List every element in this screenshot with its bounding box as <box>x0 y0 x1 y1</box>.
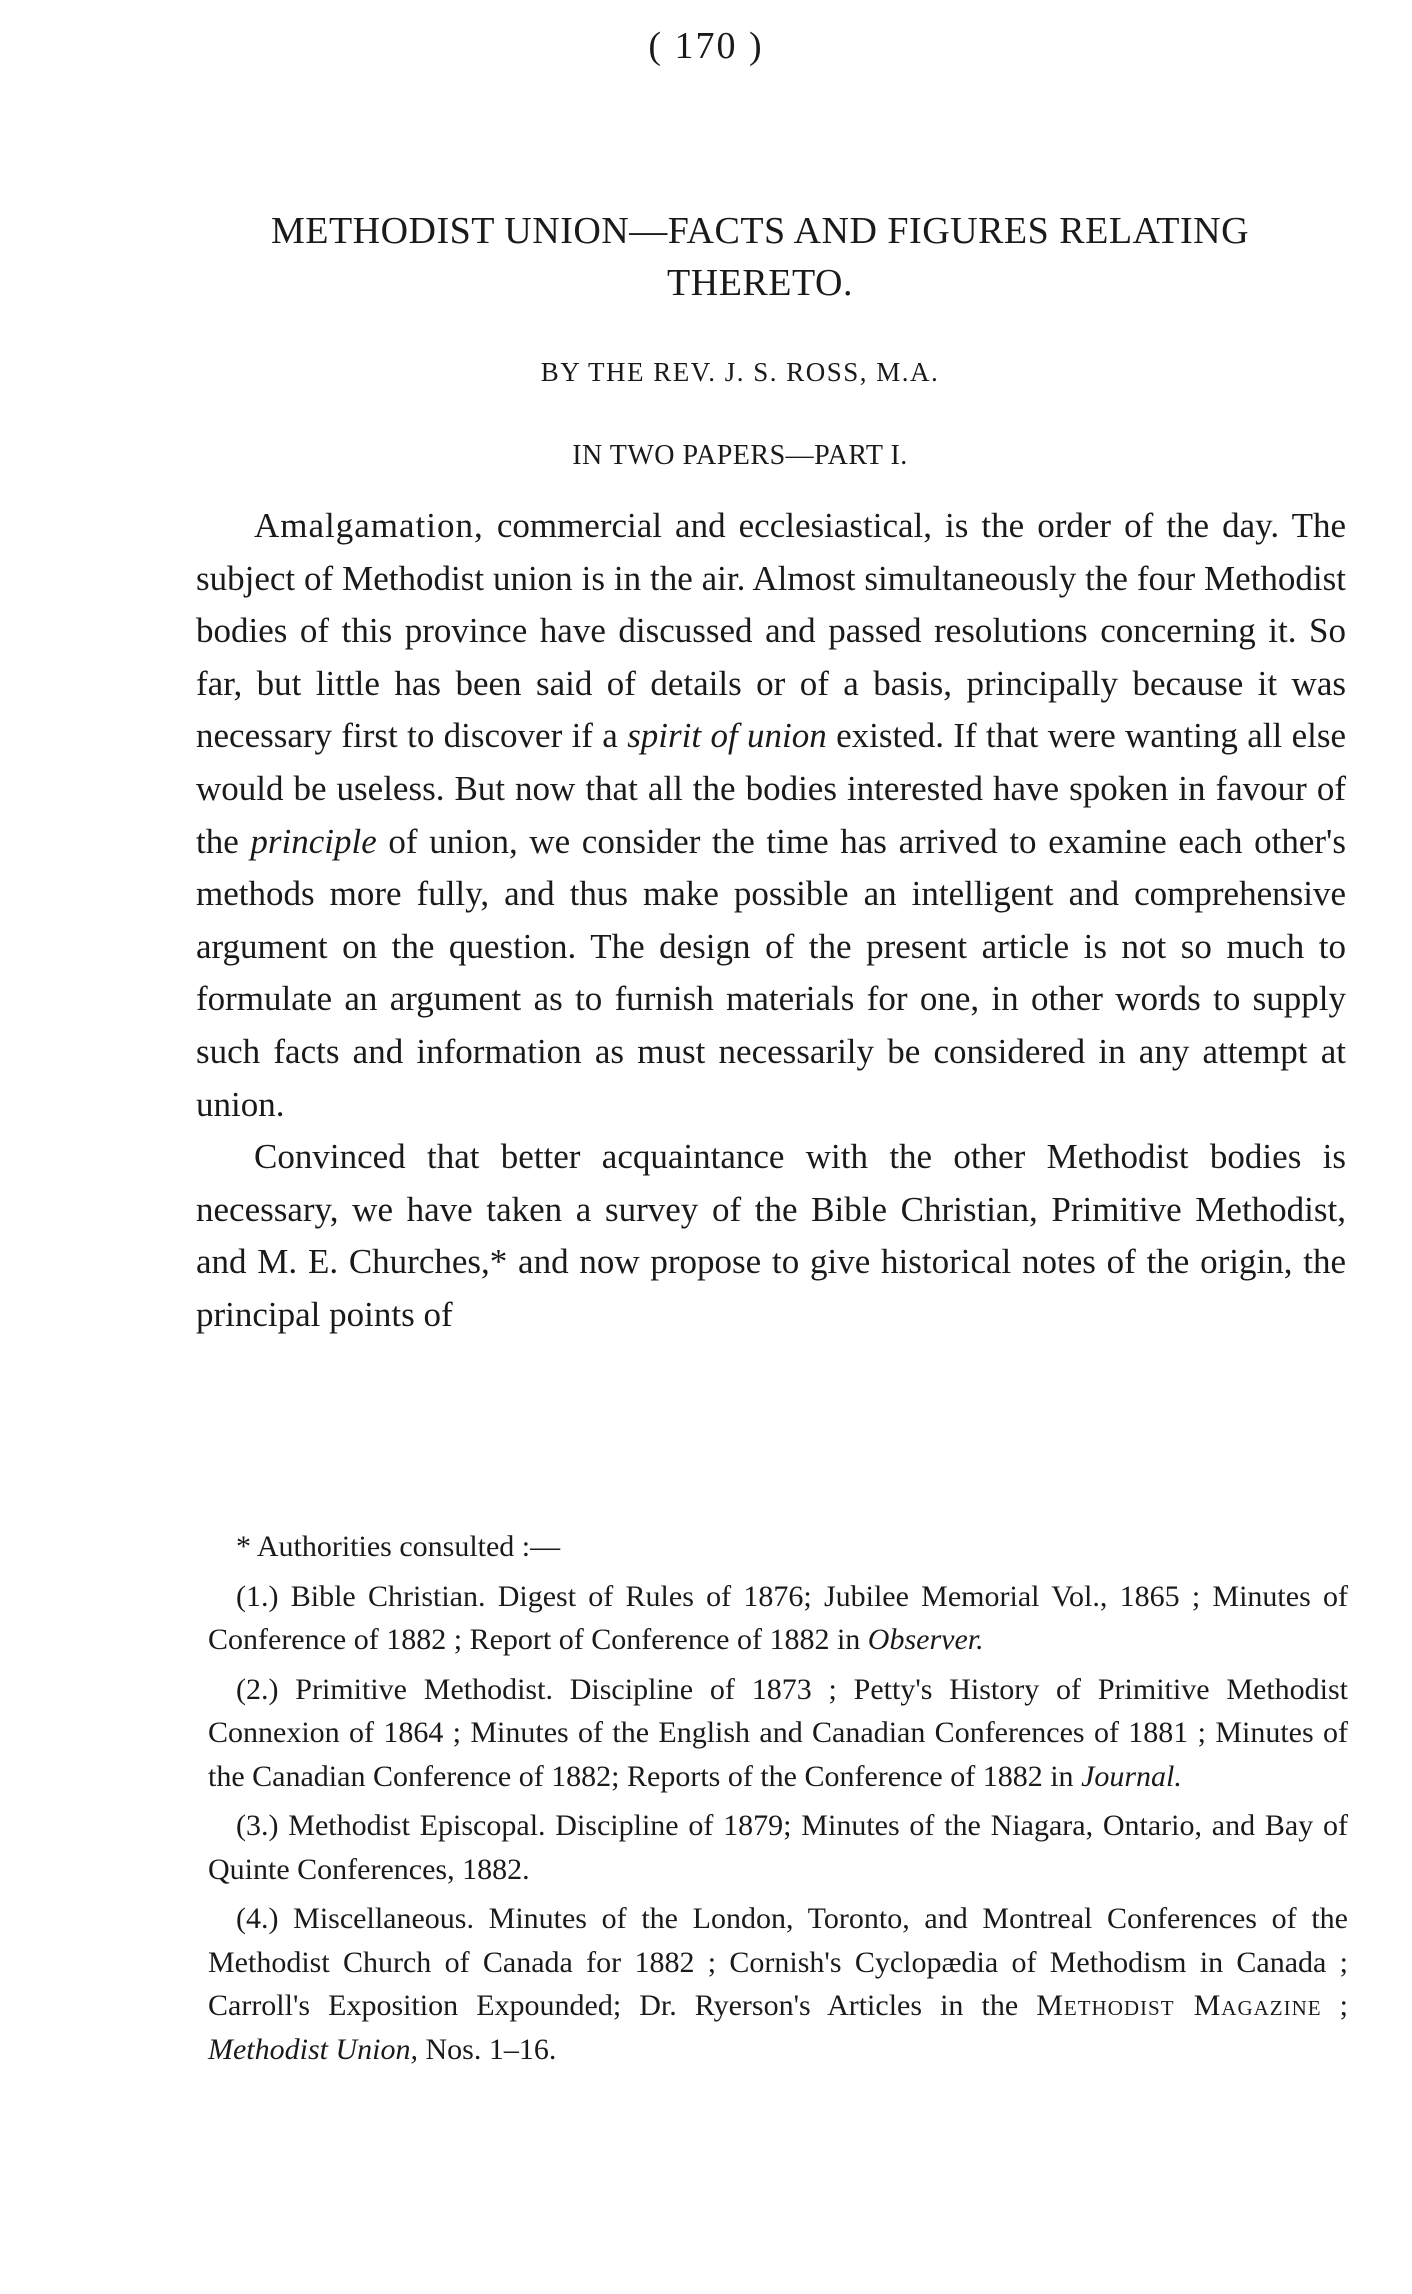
footnotes <box>208 1525 1348 2077</box>
footnote-2 <box>208 1668 1348 1799</box>
title-line-2: THERETO. <box>667 262 853 304</box>
paragraph-2: Convinced that better acquaintance with the other Methodist bodies is necessary, we have taken a survey of the Bible Christian, Primitive Methodist, and M. E. Churches,* and now propose to give historical notes of the origin, the principal points of <box>196 1137 1346 1334</box>
page-number: ( 170 ) <box>648 25 764 67</box>
footnote-2-italic: Journal. <box>1081 1759 1182 1793</box>
footnote-2-text: (2.) Primitive Methodist. Discipline of 1873 ; Petty's History of Primitive Methodist Connexion of 1864 ; Minutes of the English and Canadian Conferences of 1881 ; Minutes of the Canadian Conference of 1882; Reports of the Conference of 1882 in <box>208 1672 1348 1793</box>
footnote-4-smallcaps: Methodist Magazine <box>1036 1989 1322 2022</box>
footnote-1-text: (1.) Bible Christian. Digest of Rules of 1876; Jubilee Memorial Vol., 1865 ; Minutes of Conference of 1882 ; Report of Conference of 1882 in <box>208 1579 1348 1656</box>
footnote-4-italic: Methodist Union, <box>208 2032 418 2066</box>
article-title <box>160 205 1360 309</box>
lead-word: Amalgamation, <box>254 506 484 545</box>
footnote-1-italic: Observer. <box>867 1623 984 1656</box>
footnote-4-text-a: (4.) Miscellaneous. Minutes of the London, Toronto, and Montreal Conferences of the Methodist Church of Canada for 1882 ; Cornish's Cyclopædia of Methodism in Canada ; Carroll's Exposition Expounded; Dr. Ryerson's Articles in the <box>208 1902 1348 2022</box>
paragraph-1 <box>196 500 1346 1131</box>
title-line-1: METHODIST UNION—FACTS AND FIGURES RELATING <box>270 210 1250 252</box>
paragraph-1-text-c: of union, we consider the time has arrived to examine each other's methods more fully, and thus make possible an intelligent and comprehensive argument on the question. The design of the present article is not so much to formulate an argument as to furnish materials for one, in other words to supply such facts and information as must necessarily be considered in any attempt at union. <box>196 821 1346 1124</box>
author-byline: BY THE REV. J. S. ROSS, M.A. <box>540 357 940 387</box>
footnote-4-text-b: ; <box>1321 1989 1349 2022</box>
footnote-4-text-c: Nos. 1–16. <box>418 2032 557 2066</box>
footnote-heading: * Authorities consulted :— <box>236 1530 561 1563</box>
italic-spirit-of-union: spirit of union <box>627 716 827 756</box>
footnote-3: (3.) Methodist Episcopal. Discipline of 1879; Minutes of the Niagara, Ontario, and Bay of Quinte Conferences, 1882. <box>208 1809 1348 1886</box>
part-heading: IN TWO PAPERS—PART I. <box>572 440 908 471</box>
paragraph-1-text-b: existed. If that were wanting all else would be useless. But now that all the bodies interested have spoken in favour of the <box>196 716 1346 861</box>
italic-principle: principle <box>250 821 377 861</box>
article-body <box>196 500 1346 1342</box>
footnote-4 <box>208 1897 1348 2071</box>
paragraph-1-text-a: commercial and ecclesiastical, is the order of the day. The subject of Methodist union is in the air. Almost simultaneously the four Methodist bodies of this province have discussed and passed resolutions concerning it. So far, but little has been said of details or of a basis, principally because it was necessary first to discover if a <box>196 506 1346 756</box>
footnote-1 <box>208 1575 1348 1662</box>
